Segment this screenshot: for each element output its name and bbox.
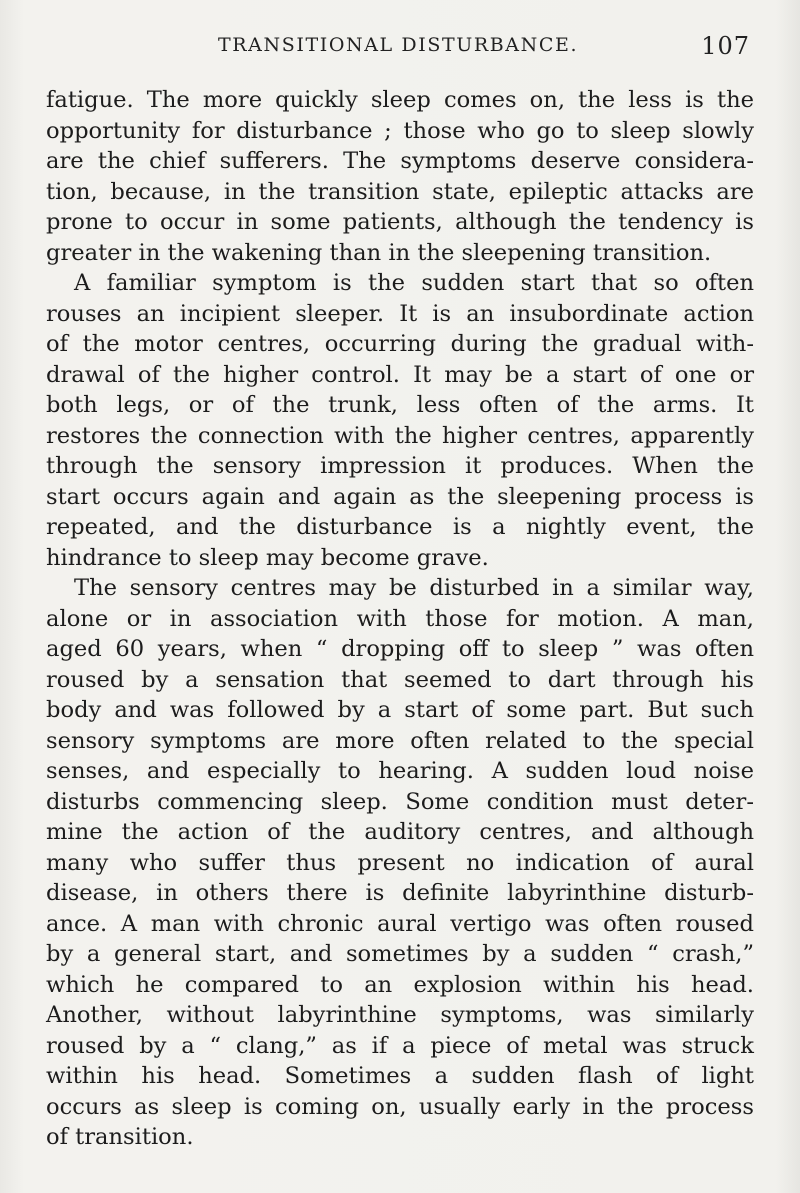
- text-line: occurs as sleep is coming on, usually early in the process: [46, 1093, 754, 1120]
- text-line: within his head. Sometimes a sudden flash of light: [46, 1063, 754, 1089]
- text-line: which he compared to an explosion within his head.: [46, 971, 754, 998]
- text-line: both legs, or of the trunk, less often of the arms. It: [46, 392, 754, 418]
- text-line: many who suffer thus present no indication of aural: [46, 849, 754, 876]
- text-line: of transition.: [46, 1124, 194, 1150]
- text-line: sensory symptoms are more often related to the special: [46, 727, 754, 754]
- text-line: A familiar symptom is the sudden start that so often: [74, 270, 754, 296]
- text-line: alone or in association with those for motion. A man,: [46, 605, 754, 632]
- text-line: The sensory centres may be disturbed in a similar way,: [74, 575, 754, 601]
- text-line: aged 60 years, when “ dropping off to sleep ” was often: [46, 636, 754, 662]
- text-line: fatigue. The more quickly sleep comes on, the less is the: [46, 87, 754, 113]
- text-line: through the sensory impression it produces. When the: [46, 453, 754, 479]
- text-line: restores the connection with the higher centres, apparently: [46, 422, 754, 449]
- text-line: Another, without labyrinthine symptoms, was similarly: [46, 1002, 754, 1028]
- text-line: by a general start, and sometimes by a sudden “ crash,”: [46, 941, 754, 967]
- text-line: of the motor centres, occurring during the gradual with-: [46, 331, 754, 357]
- body-text: [46, 85, 754, 1153]
- text-line: mine the action of the auditory centres, and although: [46, 819, 754, 845]
- text-line: senses, and especially to hearing. A sudden loud noise: [46, 758, 754, 784]
- text-line: body and was followed by a start of some part. But such: [46, 697, 754, 723]
- text-line: repeated, and the disturbance is a nightly event, the: [46, 514, 754, 540]
- text-line: rouses an incipient sleeper. It is an insubordinate action: [46, 300, 754, 327]
- text-line: opportunity for disturbance ; those who go to sleep slowly: [46, 117, 754, 144]
- text-line: disease, in others there is definite labyrinthine disturb-: [46, 880, 754, 906]
- text-line: hindrance to sleep may become grave.: [46, 544, 489, 571]
- text-line: disturbs commencing sleep. Some condition must deter-: [46, 788, 754, 815]
- text-line: drawal of the higher control. It may be a start of one or: [46, 361, 754, 388]
- text-line: are the chief sufferers. The symptoms deserve considera-: [46, 148, 754, 174]
- text-line: greater in the wakening than in the sleepening transition.: [46, 239, 712, 266]
- text-line: ance. A man with chronic aural vertigo was often roused: [46, 910, 754, 937]
- page-number: 107: [701, 32, 750, 60]
- text-line: roused by a “ clang,” as if a piece of metal was struck: [46, 1032, 754, 1059]
- text-line: start occurs again and again as the sleepening process is: [46, 483, 754, 510]
- text-line: prone to occur in some patients, although the tendency is: [46, 209, 754, 235]
- text-line: tion, because, in the transition state, epileptic attacks are: [46, 178, 754, 205]
- page-header: [0, 34, 800, 64]
- text-line: roused by a sensation that seemed to dart through his: [46, 666, 754, 693]
- running-head: TRANSITIONAL DISTURBANCE.: [218, 34, 579, 56]
